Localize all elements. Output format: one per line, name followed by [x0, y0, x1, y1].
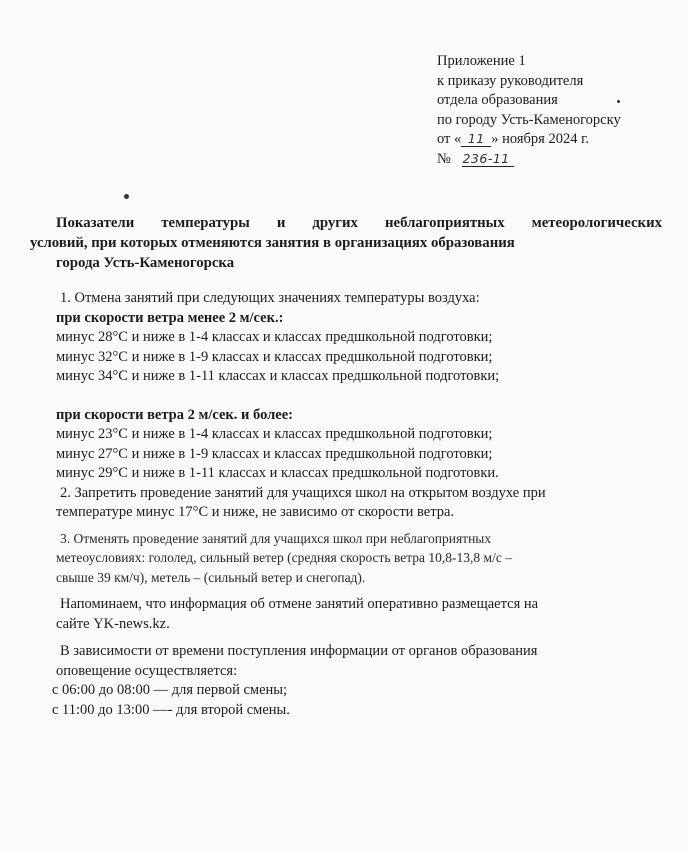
list-item: минус 23°С и ниже в 1-4 классах и классах предшкольной подготовки;: [56, 426, 493, 442]
appendix-date-line: [437, 130, 621, 150]
stray-dot: [124, 194, 129, 199]
list-item: минус 27°С и ниже в 1-9 классах и классах предшкольной подготовки;: [56, 445, 493, 462]
list-item: минус 32°С и ниже в 1-9 классах и классах предшкольной подготовки;: [56, 348, 493, 365]
appendix-order-line: к приказу руководителя: [437, 72, 584, 89]
order-number-handwritten: 236-11: [462, 151, 514, 167]
section-3-line-3: свыше 39 км/ч), метель – (сильный ветер и снегопад).: [56, 569, 366, 585]
title-line-1: Показатели температуры и других неблагоприятных метеорологических: [56, 215, 662, 231]
section-2-line-2: температуре минус 17°С и ниже, не зависимо от скорости ветра.: [56, 504, 455, 520]
section-1-heading: 1. Отмена занятий при следующих значениях температуры воздуха:: [60, 290, 480, 306]
reminder-line-1: Напоминаем, что информация об отмене занятий оперативно размещается на: [60, 596, 539, 612]
list-item: минус 29°С и ниже в 1-11 классах и классах предшкольной подготовки.: [56, 465, 499, 481]
group-1-label: при скорости ветра менее 2 м/сек.:: [56, 309, 284, 326]
title-line-2: условий, при которых отменяются занятия в организациях образования: [30, 235, 515, 251]
document-title: [30, 213, 662, 273]
appendix-city-line: по городу Усть-Каменогорску: [437, 111, 621, 128]
appendix-department-line: отдела образования: [437, 92, 558, 108]
list-item: минус 34°С и ниже в 1-11 классах и классах предшкольной подготовки;: [56, 368, 500, 384]
shift-2-schedule: с 11:00 до 13:00 —- для второй смены.: [52, 701, 290, 718]
appendix-block: [437, 52, 621, 169]
notification-line-1: В зависимости от времени поступления информации от органов образования: [60, 643, 538, 659]
group-2-label: при скорости ветра 2 м/сек. и более:: [56, 406, 293, 423]
shift-1-schedule: с 06:00 до 08:00 — для первой смены;: [52, 682, 288, 698]
date-day-handwritten: 11: [461, 131, 491, 147]
section-3-line-1: 3. Отменять проведение занятий для учащихся школ при неблагоприятных: [60, 530, 492, 546]
number-sign: №: [437, 150, 451, 167]
appendix-number-line: [437, 150, 621, 170]
appendix-title: Приложение 1: [437, 53, 526, 69]
reminder-line-2: сайте YK-news.kz.: [56, 615, 170, 632]
document-body: [52, 289, 662, 720]
date-prefix: от «: [437, 131, 462, 147]
section-2-line-1: 2. Запретить проведение занятий для учащихся школ на открытом воздухе при: [60, 484, 546, 501]
title-line-3: города Усть-Каменогорска: [56, 255, 235, 271]
stray-dot: [617, 100, 620, 103]
notification-line-2: оповещение осуществляется:: [56, 662, 238, 679]
list-item: минус 28°С и ниже в 1-4 классах и классах предшкольной подготовки;: [56, 329, 493, 345]
date-suffix: » ноября 2024 г.: [491, 131, 590, 147]
section-3-line-2: метеоусловиях: гололед, сильный ветер (средняя скорость ветра 10,8-13,8 м/с –: [56, 550, 512, 565]
